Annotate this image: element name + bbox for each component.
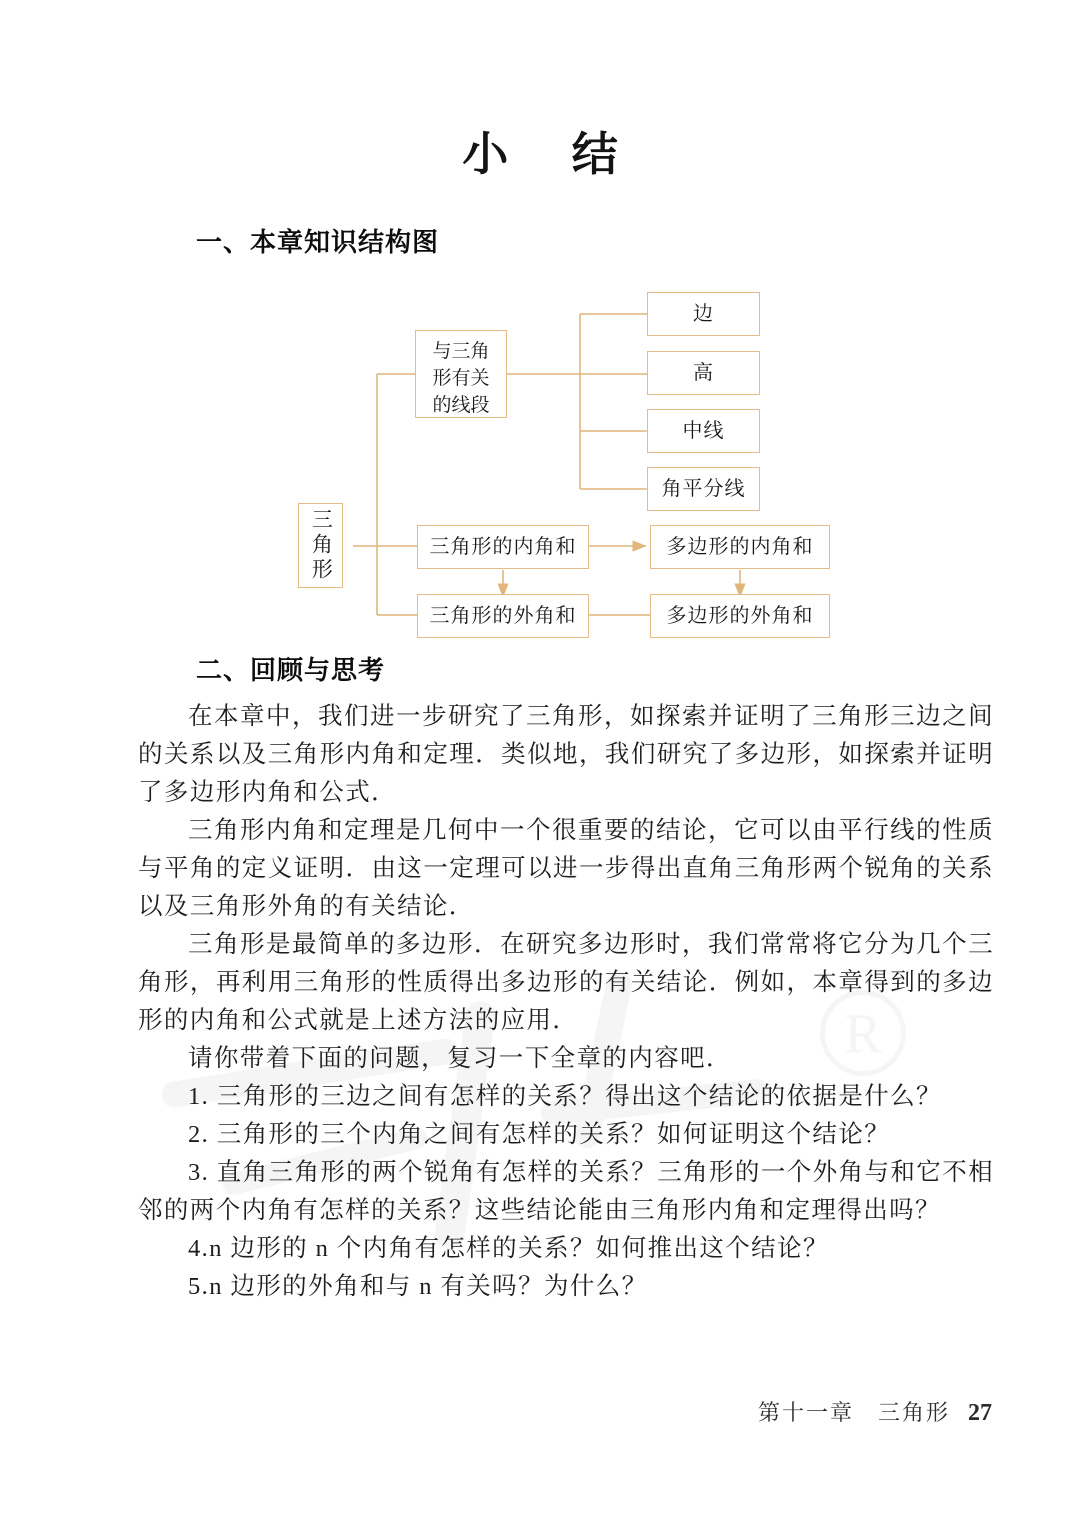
knowledge-structure-diagram	[0, 270, 1080, 650]
section-heading-review: 二、回顾与思考	[196, 655, 386, 685]
question-number: 1.	[188, 1083, 210, 1110]
question-variable: n	[315, 1235, 330, 1262]
paragraph-1: 在本章中，我们进一步研究了三角形，如探索并证明了三角形三边之间的关系以及三角形内角和定理．类似地，我们研究了多边形，如探索并证明了多边形内角和公式．	[138, 703, 994, 806]
registered-mark-icon: R	[820, 990, 906, 1076]
diagram-node-triangle-exterior-sum: 三角形的外角和	[417, 594, 589, 638]
footer-chapter-label: 第十一章 三角形	[757, 1400, 950, 1425]
paragraph-3: 三角形是最简单的多边形．在研究多边形时，我们常常将它分为几个三角形，再利用三角形的性质得出多边形的有关结论．例如，本章得到的多边形的内角和公式就是上述方法的应用．	[138, 931, 994, 1034]
diagram-node-triangle-interior-sum: 三角形的内角和	[417, 525, 589, 569]
question-item-2	[138, 1116, 994, 1154]
diagram-node-polygon-exterior-sum: 多边形的外角和	[650, 594, 830, 638]
paragraph-2: 三角形内角和定理是几何中一个很重要的结论，它可以由平行线的性质与平角的定义证明．由这一定理可以进一步得出直角三角形两个锐角的关系以及三角形外角的有关结论．	[138, 817, 994, 920]
question-number: 4.	[188, 1235, 210, 1262]
page-title: 小 结	[462, 129, 644, 180]
section-heading-structure: 一、本章知识结构图	[196, 227, 440, 257]
footer-page-number: 27	[968, 1400, 992, 1426]
question-text: 三角形的三个内角之间有怎样的关系？如何证明这个结论？	[216, 1121, 891, 1148]
diagram-node-height: 高	[647, 351, 760, 395]
paragraph-4: 请你带着下面的问题，复习一下全章的内容吧．	[188, 1045, 732, 1072]
question-text: 三角形的三边之间有怎样的关系？得出这个结论的依据是什么？	[216, 1083, 942, 1110]
page-footer	[0, 1396, 1080, 1427]
question-text: 边形的	[222, 1235, 316, 1262]
question-text: 边形的外角和与	[222, 1273, 420, 1300]
question-variable: n	[209, 1273, 223, 1300]
question-variable: n	[419, 1273, 433, 1300]
diagram-node-median: 中线	[647, 409, 760, 453]
question-number: 2.	[188, 1121, 210, 1148]
diagram-node-angle-bisector: 角平分线	[647, 467, 760, 511]
diagram-node-polygon-interior-sum: 多边形的内角和	[650, 525, 830, 569]
diagram-node-root: 三角形	[298, 503, 343, 588]
question-number: 3.	[188, 1159, 210, 1186]
question-text: 个内角有怎样的关系？如何推出这个结论？	[329, 1235, 829, 1262]
question-item-1	[138, 1078, 994, 1116]
question-item-4	[138, 1230, 994, 1268]
question-text: 有关吗？为什么？	[432, 1273, 648, 1300]
diagram-node-segments: 与三角 形有关 的线段	[415, 330, 507, 418]
diagram-node-side: 边	[647, 292, 760, 336]
diagram-connectors	[0, 270, 1080, 650]
question-number: 5.	[188, 1273, 210, 1300]
question-item-3	[138, 1154, 994, 1230]
question-text: 直角三角形的两个锐角有怎样的关系？三角形的一个外角与和它不相邻的两个内角有怎样的关系？这些结论能由三角形内角和定理得出吗？	[138, 1159, 995, 1224]
question-variable: n	[209, 1235, 223, 1262]
review-body	[138, 698, 994, 1306]
question-item-5	[138, 1268, 994, 1306]
